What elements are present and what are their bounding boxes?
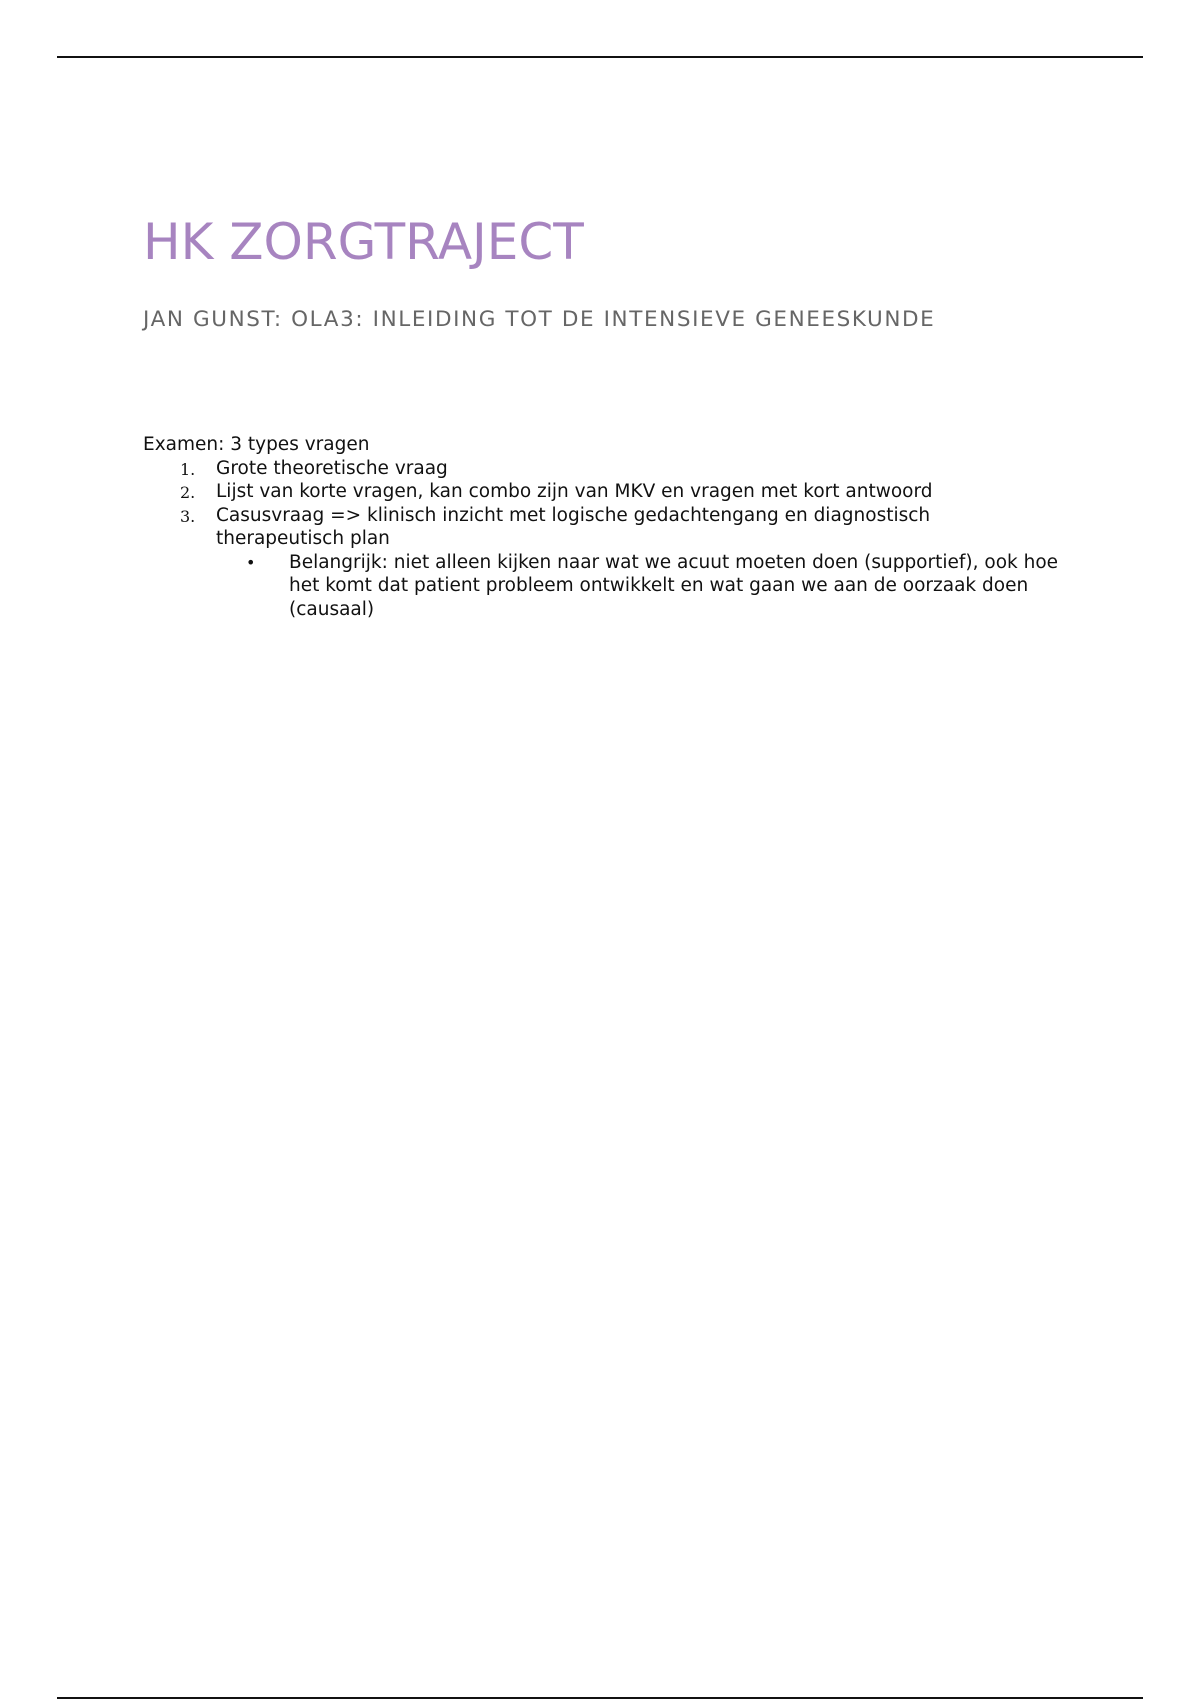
page-subtitle: JAN GUNST: OLA3: INLEIDING TOT DE INTENSIEVE GENEESKUNDE: [143, 307, 936, 332]
list-number: 3.: [180, 506, 196, 526]
list-item: [143, 480, 1063, 504]
list-item-text: Casusvraag => klinisch inzicht met logische gedachtengang en diagnostisch therapeutisch plan: [216, 504, 931, 549]
list-item: [143, 457, 1063, 481]
list-number: 2.: [180, 483, 196, 502]
page-title: HK ZORGTRAJECT: [143, 213, 584, 271]
top-rule: [57, 56, 1143, 58]
list-item-text: Belangrijk: niet alleen kijken naar wat we acuut moeten doen (supportief), ook hoe het komt dat patient probleem ontwikkelt en wat gaan we aan de oorzaak doen (causaal): [289, 551, 1059, 620]
list-number: 1.: [180, 459, 196, 479]
exam-intro: Examen: 3 types vragen: [143, 434, 370, 455]
list-item: [143, 504, 1063, 622]
list-item: [216, 551, 1059, 622]
bullet-icon: •: [246, 552, 256, 572]
question-types-list: [143, 457, 1063, 622]
list-item-text: Lijst van korte vragen, kan combo zijn van MKV en vragen met kort antwoord: [216, 481, 933, 502]
bottom-rule: [57, 1697, 1143, 1699]
list-item-text: Grote theoretische vraag: [216, 457, 448, 479]
sub-bullet-list: [216, 551, 1063, 622]
document-body: [143, 433, 1063, 621]
